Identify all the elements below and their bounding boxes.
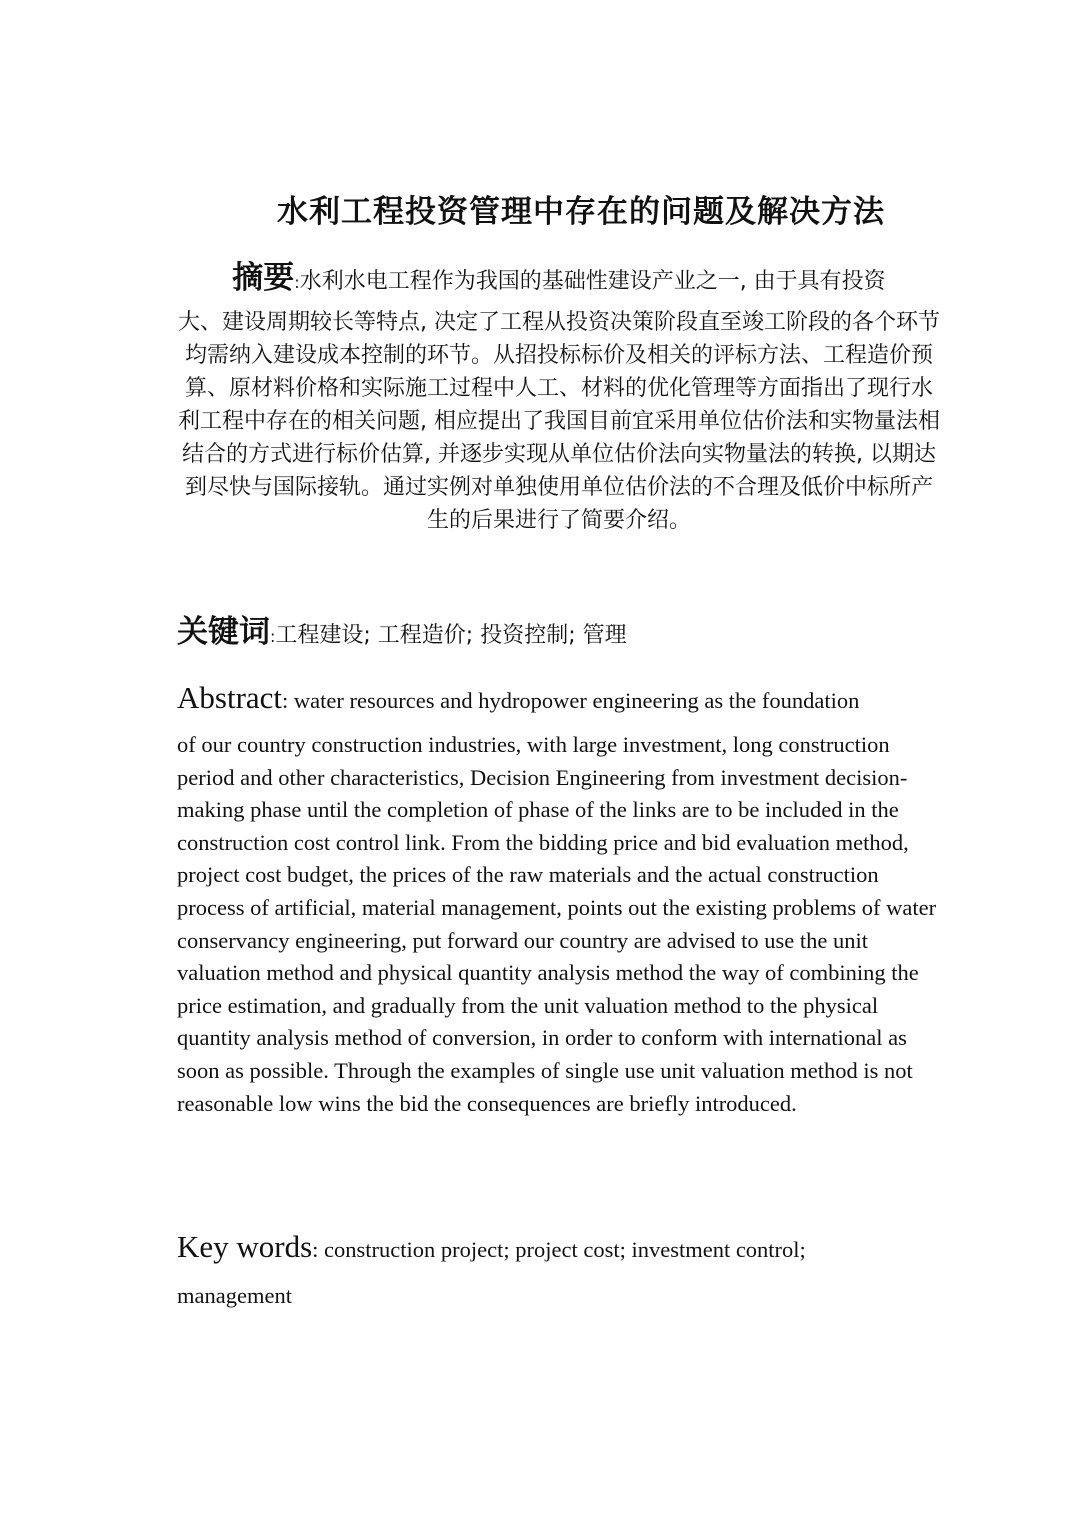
english-abstract-first-line [177,676,947,723]
english-keywords-first-line [177,1225,947,1272]
english-keywords-label: Key words [177,1229,313,1264]
english-abstract [177,676,947,1120]
paper-title: 水利工程投资管理中存在的问题及解决方法 [277,194,885,230]
chinese-keywords-colon: : [270,627,276,646]
english-abstract-label: Abstract [177,680,283,715]
chinese-abstract-first-line [178,255,940,306]
chinese-abstract-label: 摘要 [232,260,295,296]
english-keywords-continuation: management [177,1283,292,1308]
english-abstract-lead-text: : water resources and hydropower engineering as the foundation [282,688,860,713]
chinese-abstract-colon: : [294,273,300,292]
english-keywords [177,1225,947,1318]
chinese-abstract [178,255,940,537]
chinese-abstract-body: 大、建设周期较长等特点, 决定了工程从投资决策阶段直至竣工阶段的各个环节均需纳入建设成本控制的环节。从招投标标价及相关的评标方法、工程造价预算、原材料价格和实际施工过程中人工、材料的优化管理等方面指出了现行水利工程中存在的相关问题, 相应提出了我国目前宜采用单位估价法和实物量法相结合的方式进行标价估算, 并逐步实现从单位估价法向实物量法的转换, 以期达到尽快与国际接轨。通过实例对单独使用单位估价法的不合理及低价中标所产生的后果进行了简要介绍。 [178,310,940,533]
english-abstract-body: of our country construction industries, with large investment, long construction period and other characteristics, Decision Engineering from investment decision-making phase until the completion of phase of the links are to be included in the construction cost control link. From the bidding price and bid evaluation method, project cost budget, the prices of the raw materials and the actual construction process of artificial, material management, points out the existing problems of water conservancy engineering, put forward our country are advised to use the unit valuation method and physical quantity analysis method the way of combining the price estimation, and gradually from the unit valuation method to the physical quantity analysis method of conversion, in order to conform with international as soon as possible. Through the examples of single use unit valuation method is not reasonable low wins the bid the consequences are briefly introduced. [177,732,937,1116]
english-keywords-text: : construction project; project cost; investment control; [312,1237,806,1262]
chinese-abstract-lead-text: 水利水电工程作为我国的基础性建设产业之一, 由于具有投资 [299,269,886,294]
chinese-keywords-text: 工程建设; 工程造价; 投资控制; 管理 [275,623,627,648]
chinese-keywords [177,610,957,659]
chinese-keywords-label: 关键词 [177,614,270,650]
